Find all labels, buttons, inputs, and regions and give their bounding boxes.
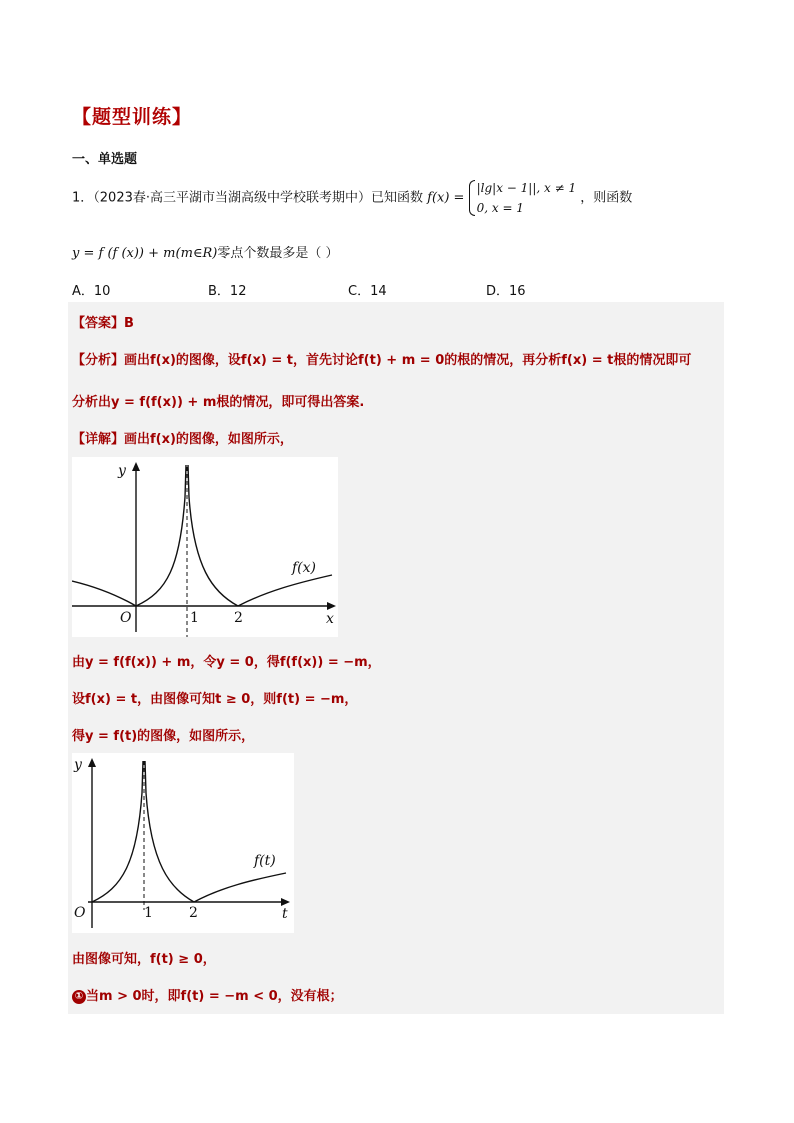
section-title: 【题型训练】: [72, 106, 193, 128]
option-b: B．12: [208, 284, 247, 299]
detail-line-a: 由y = f(f(x)) + m，令y = 0，得f(f(x)) = −m，: [72, 655, 381, 670]
question-line-2: [72, 242, 339, 261]
curve-label: f(x): [292, 560, 317, 576]
option-c: C．14: [348, 284, 387, 299]
curve-left: [72, 581, 136, 606]
question-prompt: 零点个数最多是（ ）: [217, 246, 339, 261]
detail-line-1: 【详解】画出f(x)的图像，如图所示，: [72, 432, 293, 447]
option-d: D．16: [486, 284, 526, 299]
section-subtitle: 一、单选题: [72, 152, 138, 167]
detail-line-c: 得y = f(t)的图像，如图所示，: [72, 729, 255, 744]
t-axis-arrow: [281, 898, 290, 906]
t-label: t: [282, 906, 288, 922]
x-axis-arrow: [327, 602, 336, 610]
option-a: A．10: [72, 284, 111, 299]
question-source: （2023春·高三平湖市当湖高级中学校联考期中）已知函数: [93, 190, 423, 206]
tick-2: 2: [189, 905, 198, 921]
tick-2: 2: [234, 610, 243, 626]
detail-line-e: [72, 985, 343, 1004]
question-tail: ，则函数: [580, 190, 633, 206]
detail-line-e-text: 当m > 0时，即f(t) = −m < 0，没有根；: [86, 989, 343, 1004]
detail-line-b: 设f(x) = t，由图像可知t ≥ 0，则f(t) = −m，: [72, 692, 358, 707]
y-label: y: [118, 463, 126, 479]
detail-line-d: 由图像可知，f(t) ≥ 0，: [72, 952, 216, 967]
y-axis-arrow: [88, 758, 96, 767]
function-name: f(x) =: [427, 190, 465, 206]
graph-ft: [72, 753, 294, 933]
question-expression: y = f (f (x)) + m(m∈R): [72, 246, 218, 261]
origin-label: O: [74, 905, 86, 921]
y-axis-arrow: [132, 462, 140, 471]
question-line-1: [72, 178, 632, 218]
curve-right: [194, 873, 286, 902]
answer-label: 【答案】B: [72, 316, 134, 331]
curve-label: f(t): [254, 853, 276, 869]
curve-rise: [92, 761, 143, 902]
y-label: y: [74, 757, 82, 773]
tick-1: 1: [144, 905, 153, 921]
graph-fx: [72, 457, 338, 637]
analysis-line-2: 分析出y = f(f(x)) + m根的情况，即可得出答案.: [72, 395, 365, 410]
curve-rise: [136, 465, 186, 606]
graph-fx-svg: [72, 457, 338, 637]
piece-case-2: 0, x = 1: [476, 201, 524, 215]
graph-ft-svg: [72, 753, 294, 933]
curve-right: [238, 575, 332, 606]
question-number: 1．: [72, 190, 94, 206]
piece-case-1: |lg|x − 1||, x ≠ 1: [476, 181, 577, 195]
curve-fall: [145, 761, 194, 902]
analysis-line-1: 【分析】画出f(x)的图像，设f(x) = t，首先讨论f(t) + m = 0的根的情况，再分析f(x) = t根的情况即可: [72, 353, 692, 368]
origin-label: O: [120, 610, 132, 626]
tick-1: 1: [190, 610, 199, 626]
x-label: x: [326, 611, 334, 627]
case-number-badge: ①: [72, 990, 86, 1004]
curve-fall: [188, 465, 238, 606]
piecewise-function: [469, 178, 577, 218]
